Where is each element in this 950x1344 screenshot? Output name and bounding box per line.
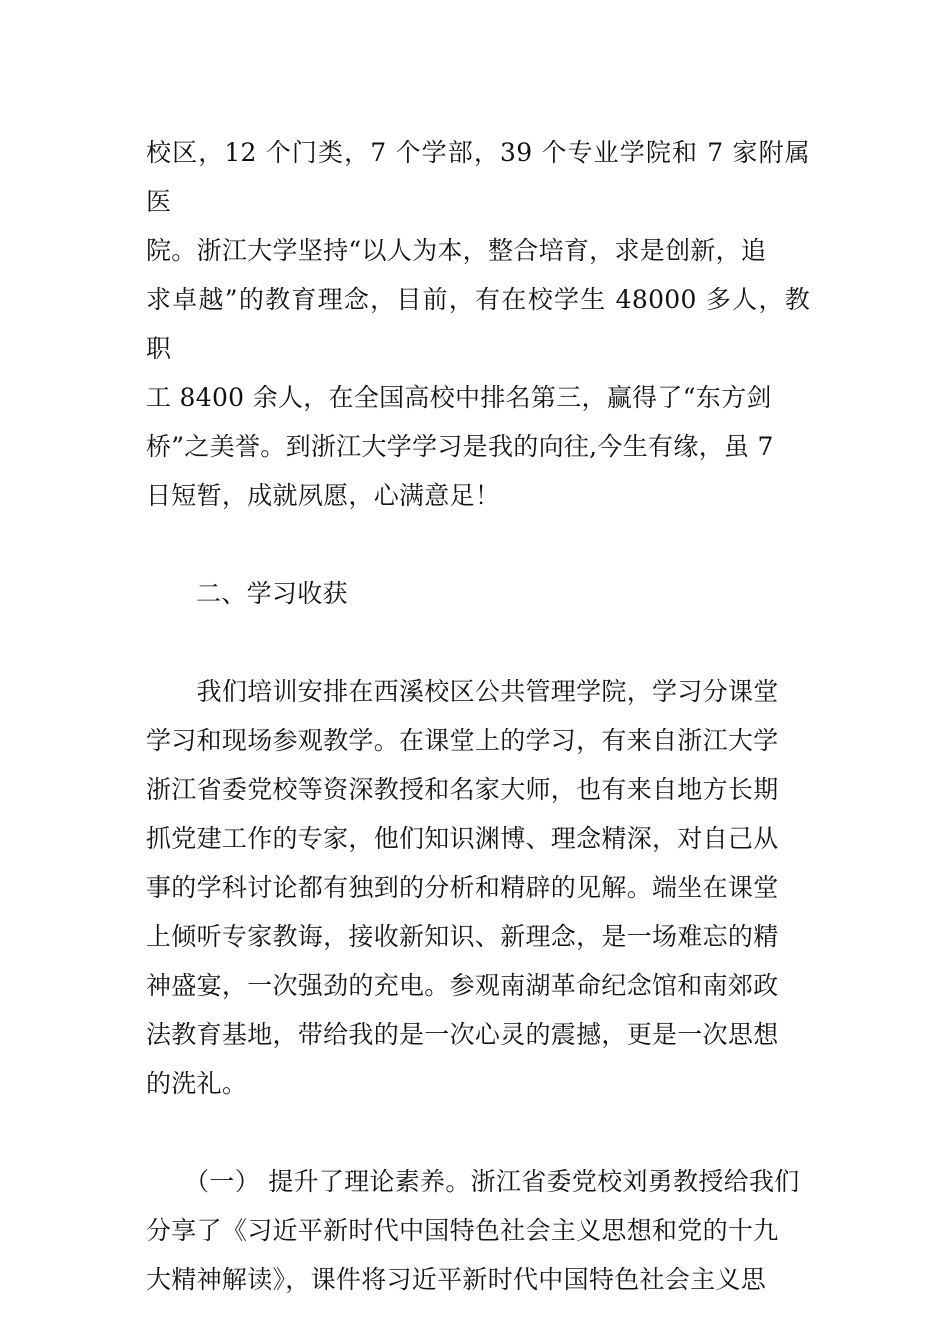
document-body <box>146 128 810 1304</box>
paragraph-theory <box>146 1157 810 1304</box>
paragraph-learning-outcomes <box>146 667 810 1108</box>
text-line: 的洗礼。 <box>146 1069 248 1098</box>
text-line: 我们培训安排在西溪校区公共管理学院，学习分课堂 <box>146 677 779 706</box>
text-line: 浙江省委党校等资深教授和名家大师，也有来自地方长期 <box>146 775 779 804</box>
text-line: 院。浙江大学坚持“以人为本，整合培育，求是创新，追 <box>146 236 767 265</box>
text-line: 日短暂，成就夙愿，心满意足！ <box>146 481 501 510</box>
text-line: 分享了《习近平新时代中国特色社会主义思想和党的十九 <box>146 1216 779 1245</box>
text-line: 事的学科讨论都有独到的分析和精辟的见解。端坐在课堂 <box>146 873 779 902</box>
text-line: 学习和现场参观教学。在课堂上的学习，有来自浙江大学 <box>146 726 779 755</box>
text-line: 桥”之美誉。到浙江大学学习是我的向往,今生有缘，虽 7 <box>146 432 774 461</box>
text-line: 工 8400 余人，在全国高校中排名第三，赢得了“东方剑 <box>146 383 772 412</box>
text-line: 大精神解读》，课件将习近平新时代中国特色社会主义思 <box>146 1265 767 1294</box>
paragraph-gap <box>146 618 810 667</box>
text-line: 上倾听专家教诲，接收新知识、新理念，是一场难忘的精 <box>146 922 779 951</box>
text-line: 校区，12 个门类，7 个学部，39 个专业学院和 7 家附属医 <box>146 138 810 216</box>
paragraph-campus-intro <box>146 128 810 520</box>
paragraph-gap <box>146 1108 810 1157</box>
text-line: （一） 提升了理论素养。浙江省委党校刘勇教授给我们 <box>146 1167 800 1196</box>
paragraph-gap <box>146 520 810 569</box>
text-line: 抓党建工作的专家，他们知识渊博、理念精深，对自己从 <box>146 824 779 853</box>
text-line: 求卓越”的教育理念，目前，有在校学生 48000 多人，教职 <box>146 285 810 363</box>
text-line: 神盛宴，一次强劲的充电。参观南湖革命纪念馆和南郊政 <box>146 971 779 1000</box>
text-line: 法教育基地，带给我的是一次心灵的震撼，更是一次思想 <box>146 1020 779 1049</box>
section-heading: 二、学习收获 <box>196 579 348 608</box>
